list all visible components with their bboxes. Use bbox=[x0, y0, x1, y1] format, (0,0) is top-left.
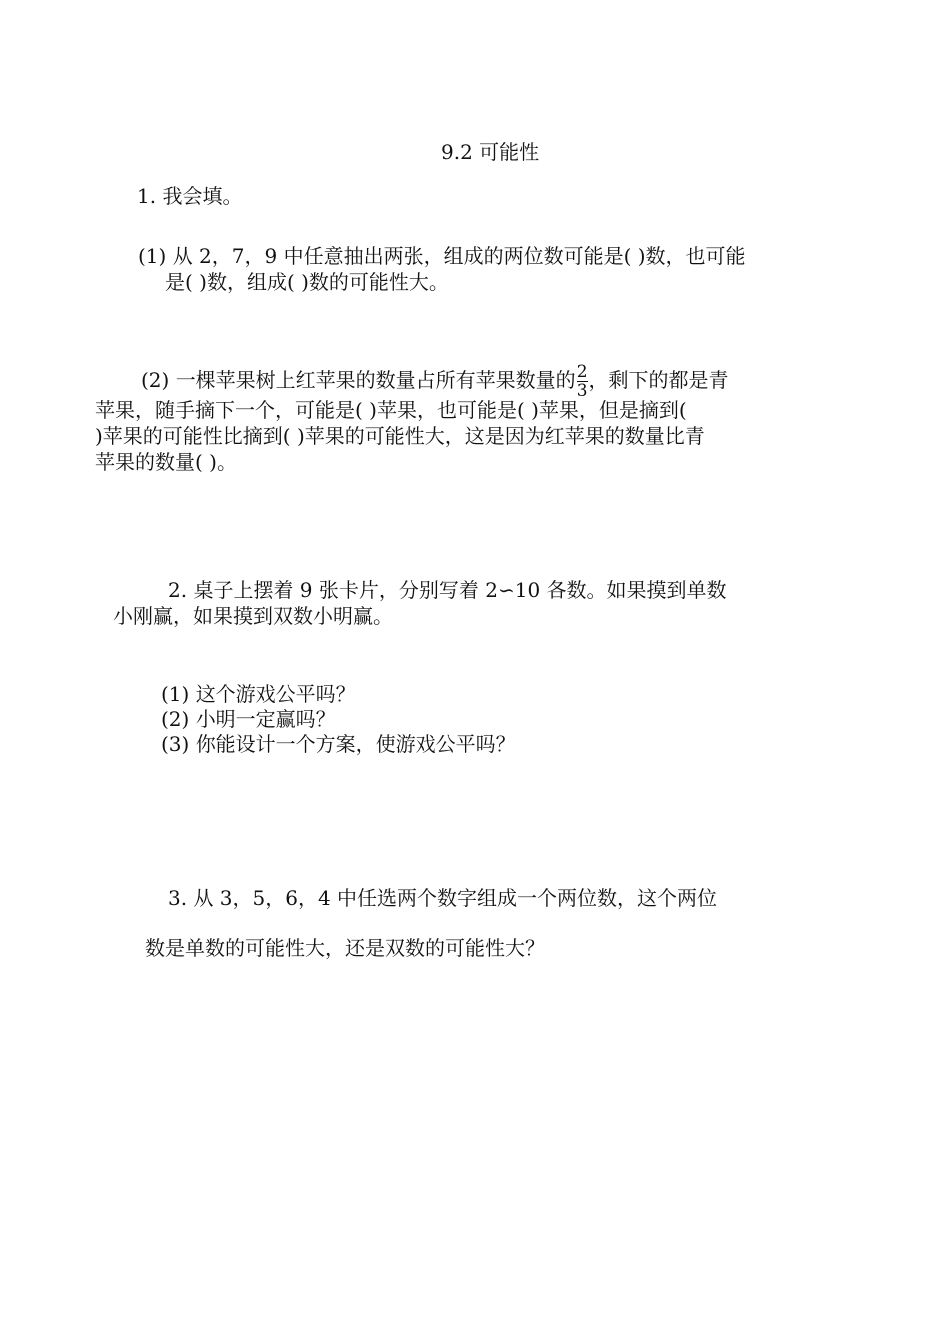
page-title: 9.2 可能性 bbox=[441, 140, 540, 164]
question-2-sub-1: (1) 这个游戏公平吗？ bbox=[161, 682, 356, 706]
fraction-two-thirds bbox=[577, 363, 588, 400]
question-1-part-1-line-2: 是( )数，组成( )数的可能性大。 bbox=[165, 270, 449, 294]
question-1-part-2-line-4: 苹果的数量( )。 bbox=[95, 450, 237, 474]
question-3-line-2: 数是单数的可能性大，还是双数的可能性大？ bbox=[145, 936, 545, 960]
question-2-sub-3: (3) 你能设计一个方案，使游戏公平吗？ bbox=[161, 732, 516, 756]
fraction-numerator: 2 bbox=[576, 362, 588, 382]
question-1-part-2-text-after: ，剩下的都是青 bbox=[588, 368, 729, 392]
question-2-sub-2: (2) 小明一定赢吗？ bbox=[161, 707, 336, 731]
question-2-line-2: 小刚赢，如果摸到双数小明赢。 bbox=[113, 604, 393, 628]
question-1-part-1-line-1: (1) 从 2，7，9 中任意抽出两张，组成的两位数可能是( )数，也可能 bbox=[138, 244, 746, 268]
question-1-part-2-line-3: )苹果的可能性比摘到( )苹果的可能性大，这是因为红苹果的数量比青 bbox=[95, 424, 705, 448]
question-1-part-2-line-1 bbox=[141, 362, 729, 400]
fraction-denominator: 3 bbox=[576, 381, 588, 401]
question-2-line-1: 2. 桌子上摆着 9 张卡片，分别写着 2∽10 各数。如果摸到单数 bbox=[168, 578, 727, 602]
question-1-part-2-text-before: (2) 一棵苹果树上红苹果的数量占所有苹果数量的 bbox=[141, 368, 576, 392]
question-1-heading: 1. 我会填。 bbox=[137, 184, 243, 208]
question-3-line-1: 3. 从 3，5，6，4 中任选两个数字组成一个两位数，这个两位 bbox=[168, 886, 718, 910]
question-1-part-2-line-2: 苹果，随手摘下一个，可能是( )苹果，也可能是( )苹果，但是摘到( bbox=[95, 398, 687, 422]
